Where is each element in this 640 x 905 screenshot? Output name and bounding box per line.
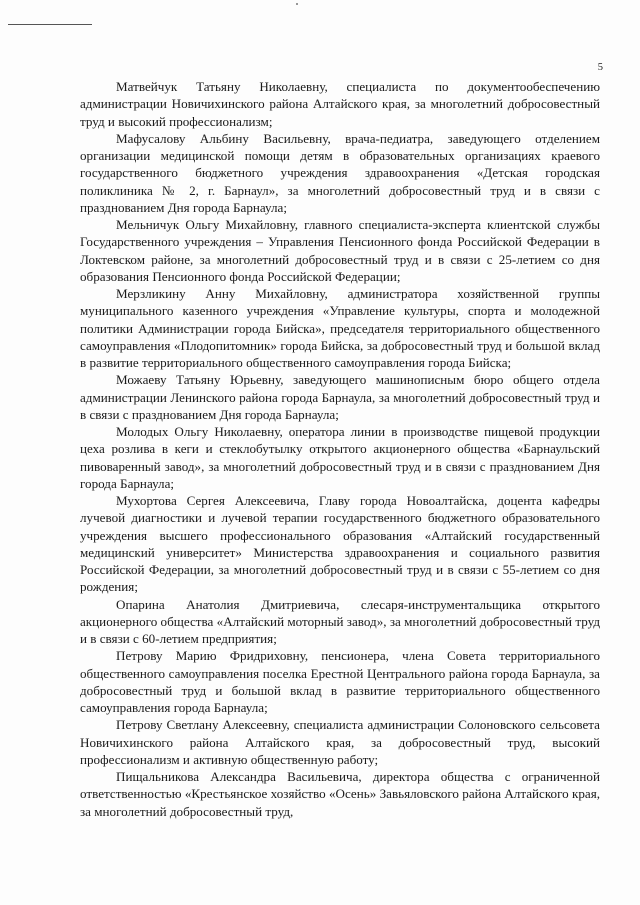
document-body bbox=[80, 78, 600, 820]
paragraph: Опарина Анатолия Дмитриевича, слесаря-инструментальщика открытого акционерного общества «Алтайский моторный завод», за многолетний добросовестный труд и в связи с 60-летием предприятия; bbox=[80, 596, 600, 646]
paragraph: Петрову Марию Фридриховну, пенсионера, члена Совета территориального общественного самоуправления поселка Ерестной Центрального района города Барнаула, за добросовестный труд и большой вклад в развитие территориального общественного самоуправления города Барнаула; bbox=[80, 648, 600, 715]
paragraph: Молодых Ольгу Николаевну, оператора линии в производстве пищевой продукции цеха розлива в кеги и стеклобутылку открытого акционерного общества «Барнаульский пивоваренный завод», за многолетний добросовестный труд и в связи с празднованием Дня города Барнаула; bbox=[80, 424, 600, 491]
scan-edge-line bbox=[8, 24, 92, 25]
paragraph: Можаеву Татьяну Юрьевну, заведующего машинописным бюро общего отдела администрации Ленинского района города Барнаула, за многолетний добросовестный труд и в связи с празднованием Дня города Барнаула; bbox=[80, 372, 600, 422]
paragraph: Мельничук Ольгу Михайловну, главного специалиста-эксперта клиентской службы Государственного учреждения – Управления Пенсионного фонда Российской Федерации в Локтевском районе, за многолетний добросовестный труд и в связи с 25-летием со дня образования Пенсионного фонда Российской Федерации; bbox=[80, 217, 600, 284]
page-number: 5 bbox=[597, 62, 603, 73]
scan-speck bbox=[296, 3, 298, 5]
paragraph: Мерзликину Анну Михайловну, администратора хозяйственной группы муниципального казенного учреждения «Управление культуры, спорта и молодежной политики Администрации города Бийска», председателя территориального общественного самоуправления «Плодопитомник» города Бийска, за добросовестный труд и большой вклад в развитие территориального общественного самоуправления города Бийска; bbox=[80, 286, 600, 370]
paragraph: Матвейчук Татьяну Николаевну, специалиста по документообеспечению администрации Новичихинского района Алтайского края, за многолетний добросовестный труд и высокий профессионализм; bbox=[80, 79, 600, 129]
paragraph: Мафусалову Альбину Васильевну, врача-педиатра, заведующего отделением организации медицинской помощи детям в образовательных организациях краевого государственного бюджетного учреждения здравоохранения «Детская городская поликлиника № 2, г. Барнаул», за многолетний добросовестный труд и в связи с празднованием Дня города Барнаула; bbox=[80, 130, 600, 215]
paragraph: Пищальникова Александра Васильевича, директора общества с ограниченной ответственностью «Крестьянское хозяйство «Осень» Завьяловского района Алтайского края, за многолетний добросовестный труд, bbox=[80, 769, 600, 819]
paragraph: Петрову Светлану Алексеевну, специалиста администрации Солоновского сельсовета Новичихинского района Алтайского края, за добросовестный труд, высокий профессионализм и активную общественную работу; bbox=[80, 717, 600, 767]
paragraph: Мухортова Сергея Алексеевича, Главу города Новоалтайска, доцента кафедры лучевой диагностики и лучевой терапии государственного бюджетного образовательного учреждения высшего профессионального образования «Алтайский государственный медицинский университет» Министерства здравоохранения и социального развития Российской Федерации, за многолетний добросовестный труд и в связи с 55-летием со дня рождения; bbox=[80, 493, 600, 595]
